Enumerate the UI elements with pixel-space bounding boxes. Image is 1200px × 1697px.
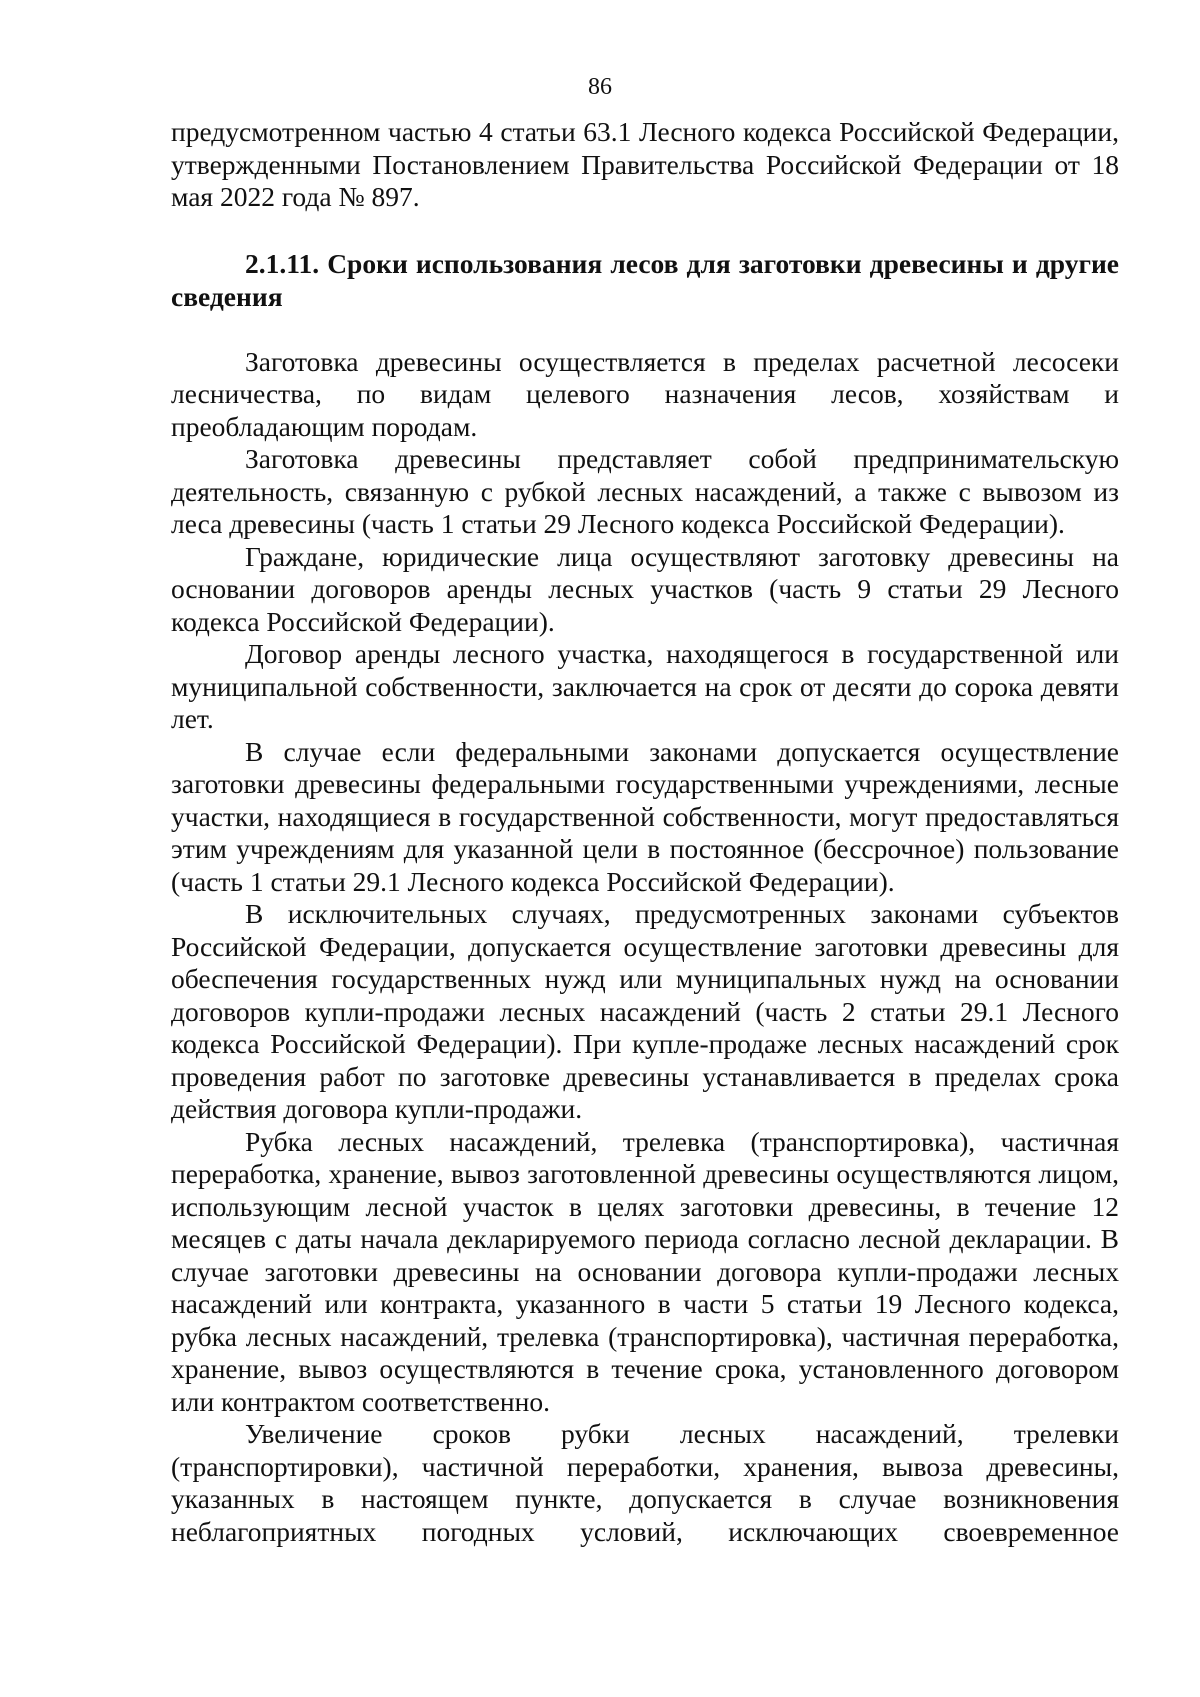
- page-number: 86: [588, 74, 612, 100]
- body-paragraph: Заготовка древесины осуществляется в пределах расчетной лесосеки лесничества, по видам целевого назначения лесов, хозяйствам и преобладающим породам.: [171, 345, 1119, 442]
- document-body: [171, 116, 1119, 1548]
- body-paragraph: Увеличение сроков рубки лесных насаждений, трелевки (транспортировки), частичной переработки, хранения, вывоза древесины, указанных в настоящем пункте, допускается в случае возникновения неблагоприятных погодных условий, исключающих своевременное: [171, 1418, 1119, 1547]
- body-paragraph: В случае если федеральными законами допускается осуществление заготовки древесины федеральными государственными учреждениями, лесные участки, находящиеся в государственной собственности, могут предоставляться этим учреждениям для указанной цели в постоянное (бессрочное) пользование (часть 1 статьи 29.1 Лесного кодекса Российской Федерации).: [171, 735, 1119, 897]
- intro-paragraph: предусмотренном частью 4 статьи 63.1 Лесного кодекса Российской Федерации, утвержденными Постановлением Правительства Российской Федерации от 18 мая 2022 года № 897.: [171, 116, 1119, 212]
- body-paragraph: Договор аренды лесного участка, находящегося в государственной или муниципальной собственности, заключается на срок от десяти до сорока девяти лет.: [171, 638, 1119, 734]
- body-paragraph: В исключительных случаях, предусмотренных законами субъектов Российской Федерации, допускается осуществление заготовки древесины для обеспечения государственных нужд или муниципальных нужд на основании договоров купли-продажи лесных насаждений (часть 2 статьи 29.1 Лесного кодекса Российской Федерации). При купле-продаже лесных насаждений срок проведения работ по заготовке древесины устанавливается в пределах срока действия договора купли-продажи.: [171, 898, 1119, 1124]
- section-heading: 2.1.11. Сроки использования лесов для заготовки древесины и другие сведения: [171, 247, 1119, 312]
- body-paragraph: Граждане, юридические лица осуществляют заготовку древесины на основании договоров аренды лесных участков (часть 9 статьи 29 Лесного кодекса Российской Федерации).: [171, 540, 1119, 637]
- body-paragraph: Рубка лесных насаждений, трелевка (транспортировка), частичная переработка, хранение, вывоз заготовленной древесины осуществляются лицом, использующим лесной участок в целях заготовки древесины, в течение 12 месяцев с даты начала декларируемого периода согласно лесной декларации. В случае заготовки древесины на основании договора купли-продажи лесных насаждений или контракта, указанного в части 5 статьи 19 Лесного кодекса, рубка лесных насаждений, трелевка (транспортировка), частичная переработка, хранение, вывоз осуществляются в течение срока, установленного договором или контрактом соответственно.: [171, 1125, 1119, 1417]
- body-paragraph: Заготовка древесины представляет собой предпринимательскую деятельность, связанную с рубкой лесных насаждений, а также с вывозом из леса древесины (часть 1 статьи 29 Лесного кодекса Российской Федерации).: [171, 443, 1119, 539]
